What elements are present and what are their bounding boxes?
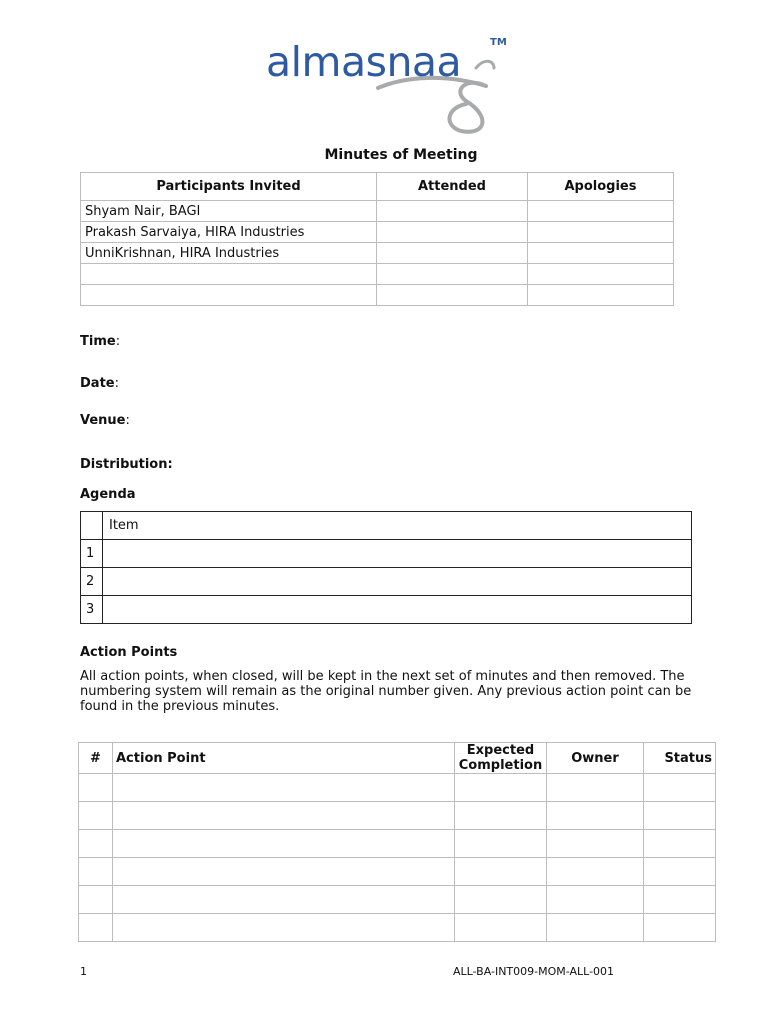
action-point-cell [113, 774, 455, 802]
status-cell [644, 886, 716, 914]
action-point-cell [113, 886, 455, 914]
table-row [81, 596, 692, 624]
apologies-cell [528, 243, 674, 264]
expected-completion-header: Expected Completion [455, 743, 547, 774]
table-row [81, 222, 674, 243]
status-cell [644, 858, 716, 886]
date-field: Date: [80, 376, 119, 391]
number-cell [79, 802, 113, 830]
table-row [79, 774, 716, 802]
date-label: Date [80, 376, 115, 391]
table-row [81, 512, 692, 540]
attended-header: Attended [377, 173, 528, 201]
participant-name [81, 285, 377, 306]
participants-header: Participants Invited [81, 173, 377, 201]
table-row [81, 243, 674, 264]
attended-cell [377, 285, 528, 306]
apologies-cell [528, 285, 674, 306]
agenda-item [103, 568, 692, 596]
company-logo [266, 36, 506, 132]
attended-cell [377, 264, 528, 285]
distribution-field [80, 457, 173, 472]
logo-wordmark: almasnaa [266, 38, 462, 86]
table-row [79, 802, 716, 830]
participant-name: Shyam Nair, BAGI [81, 201, 377, 222]
status-header: Status [644, 743, 716, 774]
distribution-label: Distribution: [80, 457, 173, 472]
number-cell [79, 774, 113, 802]
owner-cell [547, 802, 644, 830]
action-points-description: All action points, when closed, will be kept in the next set of minutes and then removed. The numbering system will remain as the original number given. Any previous action point can be found in the previous minutes. [80, 669, 692, 714]
agenda-number [81, 512, 103, 540]
table-row [81, 264, 674, 285]
apologies-header: Apologies [528, 173, 674, 201]
time-field: Time: [80, 334, 121, 349]
participant-name: UnniKrishnan, HIRA Industries [81, 243, 377, 264]
table-row [81, 540, 692, 568]
agenda-item-header: Item [103, 512, 692, 540]
expected-completion-cell [455, 830, 547, 858]
expected-completion-cell [455, 774, 547, 802]
table-row [81, 285, 674, 306]
number-cell [79, 858, 113, 886]
table-row [79, 886, 716, 914]
table-row [81, 201, 674, 222]
table-row [79, 830, 716, 858]
apologies-cell [528, 201, 674, 222]
action-point-cell [113, 802, 455, 830]
action-points-table [78, 742, 716, 942]
logo-trademark: TM [490, 37, 507, 48]
attended-cell [377, 222, 528, 243]
participant-name [81, 264, 377, 285]
owner-header: Owner [547, 743, 644, 774]
status-cell [644, 914, 716, 942]
venue-field: Venue: [80, 413, 130, 428]
agenda-item [103, 596, 692, 624]
document-id: ALL-BA-INT009-MOM-ALL-001 [453, 965, 615, 978]
agenda-heading: Agenda [80, 487, 136, 502]
attended-cell [377, 243, 528, 264]
agenda-table [80, 511, 692, 624]
table-row [79, 914, 716, 942]
agenda-number: 3 [81, 596, 103, 624]
owner-cell [547, 886, 644, 914]
number-cell [79, 914, 113, 942]
action-point-cell [113, 914, 455, 942]
agenda-number: 2 [81, 568, 103, 596]
participants-table [80, 172, 674, 306]
time-label: Time [80, 334, 116, 349]
table-row [79, 858, 716, 886]
owner-cell [547, 914, 644, 942]
number-cell [79, 830, 113, 858]
logo-swirl-icon [366, 46, 506, 136]
venue-label: Venue [80, 413, 126, 428]
document-title: Minutes of Meeting [324, 147, 478, 163]
expected-completion-cell [455, 886, 547, 914]
status-cell [644, 774, 716, 802]
action-point-cell [113, 830, 455, 858]
owner-cell [547, 830, 644, 858]
participant-name: Prakash Sarvaiya, HIRA Industries [81, 222, 377, 243]
page-number: 1 [80, 965, 87, 978]
apologies-cell [528, 222, 674, 243]
status-cell [644, 830, 716, 858]
attended-cell [377, 201, 528, 222]
status-cell [644, 802, 716, 830]
action-point-cell [113, 858, 455, 886]
table-row [81, 568, 692, 596]
owner-cell [547, 858, 644, 886]
number-header: # [79, 743, 113, 774]
owner-cell [547, 774, 644, 802]
agenda-number: 1 [81, 540, 103, 568]
apologies-cell [528, 264, 674, 285]
number-cell [79, 886, 113, 914]
action-point-header: Action Point [113, 743, 455, 774]
agenda-item [103, 540, 692, 568]
expected-completion-cell [455, 802, 547, 830]
action-points-heading: Action Points [80, 645, 178, 660]
expected-completion-cell [455, 858, 547, 886]
expected-completion-cell [455, 914, 547, 942]
